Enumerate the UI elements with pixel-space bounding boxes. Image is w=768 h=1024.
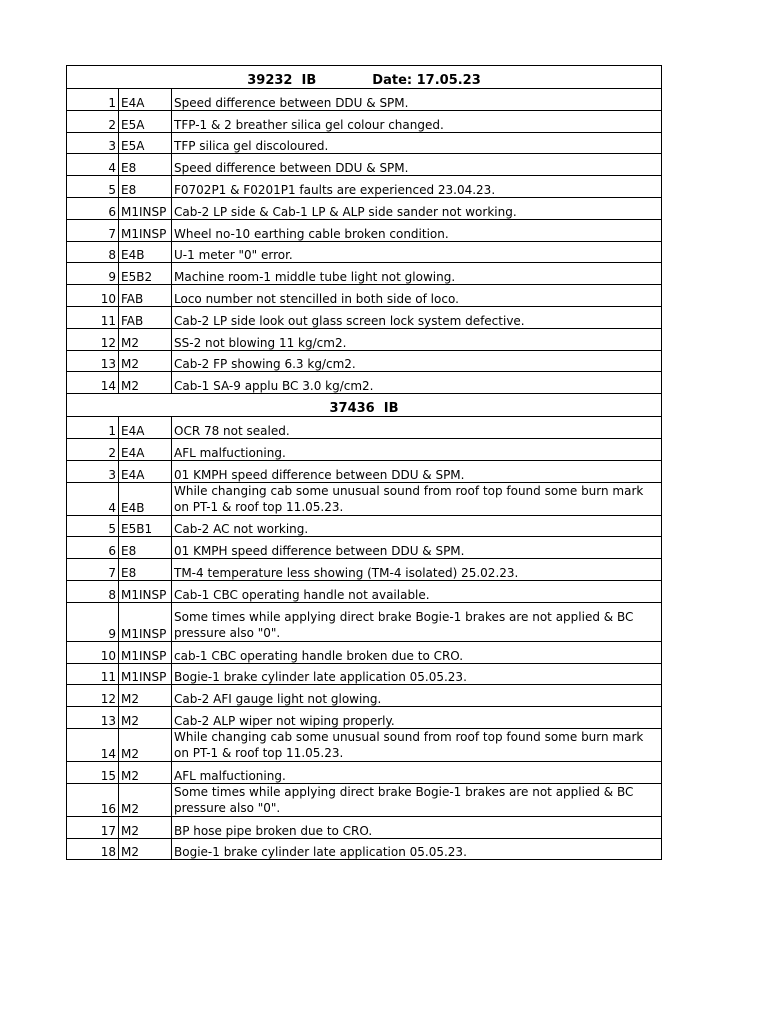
table-row bbox=[67, 602, 662, 641]
row-number: 2 bbox=[67, 438, 119, 460]
row-number: 17 bbox=[67, 816, 119, 838]
row-description: BP hose pipe broken due to CRO. bbox=[172, 816, 662, 838]
row-code: E4A bbox=[119, 460, 172, 482]
row-number: 4 bbox=[67, 154, 119, 176]
row-code: M1INSP bbox=[119, 641, 172, 663]
table-row bbox=[67, 350, 662, 372]
inspection-type: IB bbox=[383, 401, 399, 417]
row-description: SS-2 not blowing 11 kg/cm2. bbox=[172, 328, 662, 350]
row-description: Cab-2 LP side look out glass screen lock system defective. bbox=[172, 306, 662, 328]
table-row bbox=[67, 663, 662, 685]
row-number: 11 bbox=[67, 663, 119, 685]
row-number: 6 bbox=[67, 537, 119, 559]
row-number: 14 bbox=[67, 372, 119, 394]
row-code: M2 bbox=[119, 707, 172, 729]
row-description: While changing cab some unusual sound from roof top found some burn mark on PT-1 & roof top 11.05.23. bbox=[172, 482, 662, 515]
row-code: E4A bbox=[119, 438, 172, 460]
row-description: Speed difference between DDU & SPM. bbox=[172, 154, 662, 176]
table-row bbox=[67, 816, 662, 838]
row-number: 7 bbox=[67, 219, 119, 241]
defect-table bbox=[66, 65, 662, 860]
section-header bbox=[67, 66, 662, 89]
row-description: Speed difference between DDU & SPM. bbox=[172, 89, 662, 111]
row-code: FAB bbox=[119, 306, 172, 328]
row-number: 3 bbox=[67, 460, 119, 482]
row-number: 1 bbox=[67, 89, 119, 111]
row-number: 8 bbox=[67, 580, 119, 602]
row-number: 12 bbox=[67, 685, 119, 707]
row-code: M2 bbox=[119, 838, 172, 860]
date-label: Date: bbox=[372, 73, 413, 88]
table-row bbox=[67, 417, 662, 439]
row-code: FAB bbox=[119, 285, 172, 307]
row-number: 11 bbox=[67, 306, 119, 328]
row-number: 10 bbox=[67, 641, 119, 663]
defect-table-body bbox=[67, 66, 662, 860]
section-title bbox=[67, 394, 662, 417]
loco-number: 39232 bbox=[247, 73, 293, 88]
row-description: Some times while applying direct brake Bogie-1 brakes are not applied & BC pressure also "0". bbox=[172, 783, 662, 816]
table-row bbox=[67, 176, 662, 198]
table-row bbox=[67, 285, 662, 307]
table-row bbox=[67, 263, 662, 285]
row-description: Loco number not stencilled in both side of loco. bbox=[172, 285, 662, 307]
table-row bbox=[67, 537, 662, 559]
table-row bbox=[67, 438, 662, 460]
row-number: 14 bbox=[67, 728, 119, 761]
row-number: 5 bbox=[67, 515, 119, 537]
row-description: U-1 meter "0" error. bbox=[172, 241, 662, 263]
row-description: Wheel no-10 earthing cable broken condition. bbox=[172, 219, 662, 241]
row-code: E5B2 bbox=[119, 263, 172, 285]
table-row bbox=[67, 110, 662, 132]
row-number: 9 bbox=[67, 602, 119, 641]
row-code: M2 bbox=[119, 761, 172, 783]
table-row bbox=[67, 372, 662, 394]
row-description: Some times while applying direct brake Bogie-1 brakes are not applied & BC pressure also "0". bbox=[172, 602, 662, 641]
date-value: 17.05.23 bbox=[416, 73, 481, 88]
row-description: Cab-2 FP showing 6.3 kg/cm2. bbox=[172, 350, 662, 372]
row-description: Cab-2 AC not working. bbox=[172, 515, 662, 537]
table-row bbox=[67, 515, 662, 537]
table-row bbox=[67, 219, 662, 241]
table-row bbox=[67, 838, 662, 860]
row-code: E5A bbox=[119, 110, 172, 132]
table-row bbox=[67, 460, 662, 482]
row-number: 10 bbox=[67, 285, 119, 307]
table-row bbox=[67, 132, 662, 154]
row-description: 01 KMPH speed difference between DDU & SPM. bbox=[172, 537, 662, 559]
table-row bbox=[67, 241, 662, 263]
row-code: E5A bbox=[119, 132, 172, 154]
row-description: Cab-1 CBC operating handle not available. bbox=[172, 580, 662, 602]
table-row bbox=[67, 685, 662, 707]
section-header bbox=[67, 394, 662, 417]
row-code: E4B bbox=[119, 482, 172, 515]
table-row bbox=[67, 559, 662, 581]
table-row bbox=[67, 154, 662, 176]
row-number: 5 bbox=[67, 176, 119, 198]
row-code: M2 bbox=[119, 685, 172, 707]
row-number: 13 bbox=[67, 350, 119, 372]
row-description: AFL malfuctioning. bbox=[172, 438, 662, 460]
row-description: 01 KMPH speed difference between DDU & SPM. bbox=[172, 460, 662, 482]
row-description: Machine room-1 middle tube light not glowing. bbox=[172, 263, 662, 285]
table-row bbox=[67, 306, 662, 328]
row-description: Cab-2 LP side & Cab-1 LP & ALP side sander not working. bbox=[172, 197, 662, 219]
row-description: TM-4 temperature less showing (TM-4 isolated) 25.02.23. bbox=[172, 559, 662, 581]
table-row bbox=[67, 328, 662, 350]
table-row bbox=[67, 89, 662, 111]
row-code: E5B1 bbox=[119, 515, 172, 537]
row-code: E8 bbox=[119, 537, 172, 559]
row-code: E4B bbox=[119, 241, 172, 263]
row-code: M2 bbox=[119, 816, 172, 838]
row-description: Cab-2 ALP wiper not wiping properly. bbox=[172, 707, 662, 729]
section-title bbox=[67, 66, 662, 89]
row-description: cab-1 CBC operating handle broken due to CRO. bbox=[172, 641, 662, 663]
row-number: 9 bbox=[67, 263, 119, 285]
row-code: E8 bbox=[119, 559, 172, 581]
row-description: Cab-2 AFI gauge light not glowing. bbox=[172, 685, 662, 707]
row-number: 12 bbox=[67, 328, 119, 350]
row-number: 8 bbox=[67, 241, 119, 263]
row-number: 1 bbox=[67, 417, 119, 439]
row-number: 3 bbox=[67, 132, 119, 154]
row-code: E8 bbox=[119, 154, 172, 176]
row-description: While changing cab some unusual sound from roof top found some burn mark on PT-1 & roof top 11.05.23. bbox=[172, 728, 662, 761]
table-row bbox=[67, 783, 662, 816]
row-description: TFP-1 & 2 breather silica gel colour changed. bbox=[172, 110, 662, 132]
row-code: M2 bbox=[119, 728, 172, 761]
row-description: OCR 78 not sealed. bbox=[172, 417, 662, 439]
table-row bbox=[67, 482, 662, 515]
row-code: M2 bbox=[119, 328, 172, 350]
row-description: F0702P1 & F0201P1 faults are experienced 23.04.23. bbox=[172, 176, 662, 198]
table-row bbox=[67, 580, 662, 602]
table-row bbox=[67, 761, 662, 783]
row-code: M2 bbox=[119, 350, 172, 372]
row-code: M1INSP bbox=[119, 219, 172, 241]
row-code: E4A bbox=[119, 89, 172, 111]
row-number: 2 bbox=[67, 110, 119, 132]
row-code: M1INSP bbox=[119, 197, 172, 219]
row-description: Bogie-1 brake cylinder late application 05.05.23. bbox=[172, 663, 662, 685]
row-code: M1INSP bbox=[119, 602, 172, 641]
row-description: Cab-1 SA-9 applu BC 3.0 kg/cm2. bbox=[172, 372, 662, 394]
row-number: 13 bbox=[67, 707, 119, 729]
row-description: AFL malfuctioning. bbox=[172, 761, 662, 783]
row-description: Bogie-1 brake cylinder late application 05.05.23. bbox=[172, 838, 662, 860]
row-number: 6 bbox=[67, 197, 119, 219]
row-code: E4A bbox=[119, 417, 172, 439]
row-code: M2 bbox=[119, 783, 172, 816]
inspection-type: IB bbox=[301, 73, 317, 88]
row-number: 18 bbox=[67, 838, 119, 860]
row-description: TFP silica gel discoloured. bbox=[172, 132, 662, 154]
row-code: M1INSP bbox=[119, 663, 172, 685]
table-row bbox=[67, 197, 662, 219]
row-number: 15 bbox=[67, 761, 119, 783]
table-row bbox=[67, 707, 662, 729]
row-number: 4 bbox=[67, 482, 119, 515]
loco-number: 37436 bbox=[329, 401, 375, 417]
row-number: 7 bbox=[67, 559, 119, 581]
table-row bbox=[67, 641, 662, 663]
table-row bbox=[67, 728, 662, 761]
row-code: E8 bbox=[119, 176, 172, 198]
row-code: M2 bbox=[119, 372, 172, 394]
row-code: M1INSP bbox=[119, 580, 172, 602]
row-number: 16 bbox=[67, 783, 119, 816]
